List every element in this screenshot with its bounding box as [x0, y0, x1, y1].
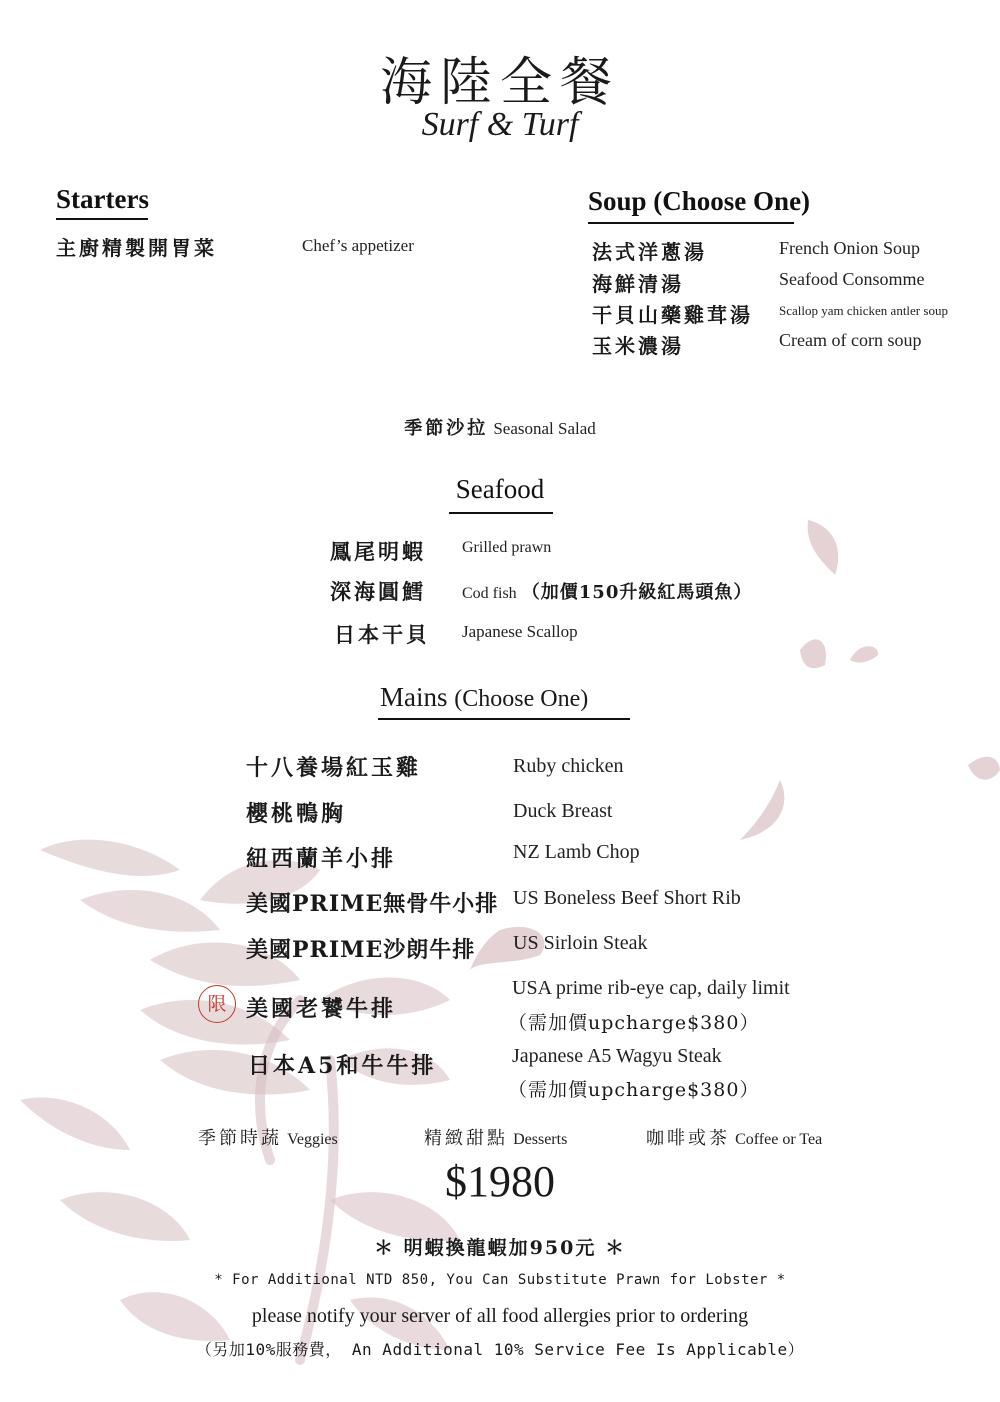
main-item-en: USA prime rib-eye cap, daily limit [512, 977, 790, 999]
main-item-en: NZ Lamb Chop [513, 841, 640, 863]
seafood-item-zh: 鳳尾明蝦 [330, 539, 426, 564]
limited-badge: 限 [198, 985, 236, 1023]
soup-underline [588, 222, 794, 224]
main-item-note: （需加價upcharge$380） [508, 1079, 760, 1101]
main-item-zh: 日本A5和牛牛排 [248, 1053, 437, 1079]
seafood-item-zh: 日本干貝 [334, 622, 430, 647]
extra-zh: 咖啡或茶 [646, 1128, 730, 1149]
soup-item-zh: 海鮮清湯 [592, 272, 684, 296]
extra-en: Veggies [287, 1131, 338, 1148]
service-fee-notice: （另加10%服務費， An Additional 10% Service Fee Is Applicable） [195, 1340, 805, 1359]
extra-desserts [424, 1124, 567, 1150]
main-item-en: Japanese A5 Wagyu Steak [512, 1045, 722, 1067]
extra-en: Desserts [513, 1131, 568, 1148]
extra-veggies [198, 1124, 338, 1150]
main-item-en: Duck Breast [513, 800, 613, 822]
main-item-note: （需加價upcharge$380） [508, 1012, 760, 1034]
seafood-item-zh: 深海圓鱈 [330, 579, 426, 604]
soup-item-zh: 法式洋蔥湯 [592, 240, 707, 264]
price: $1980 [445, 1157, 555, 1206]
seafood-item-en: Cod fish [462, 585, 517, 602]
soup-item-en: Seafood Consomme [779, 269, 925, 289]
main-item-zh: 紐西蘭羊小排 [246, 846, 397, 872]
extra-coffee-tea [646, 1124, 822, 1150]
seafood-item-note: （加價150升級紅馬頭魚） [521, 582, 753, 603]
main-item-zh: 十八養場紅玉雞 [246, 755, 422, 781]
seafood-underline [449, 512, 553, 514]
soup-item-zh: 玉米濃湯 [592, 334, 684, 358]
main-item-en: US Boneless Beef Short Rib [513, 887, 741, 909]
starter-item-en: Chef’s appetizer [302, 236, 414, 255]
seafood-item-cod-line [462, 578, 752, 604]
menu-title-zh: 海陸全餐 [379, 53, 620, 113]
soup-item-en: Cream of corn soup [779, 330, 922, 350]
main-item-zh: 美國PRIME沙朗牛排 [246, 937, 476, 963]
extra-zh: 精緻甜點 [424, 1128, 508, 1149]
seafood-item-en: Japanese Scallop [462, 622, 578, 641]
soup-item-zh: 干貝山藥雞茸湯 [592, 303, 753, 327]
soup-item-en: French Onion Soup [779, 238, 920, 258]
soup-heading: Soup (Choose One) [588, 186, 811, 216]
salad-line [0, 414, 1000, 440]
lobster-upgrade-en: * For Additional NTD 850, You Can Substitute Prawn for Lobster * [214, 1272, 786, 1288]
salad-en: Seasonal Salad [493, 419, 596, 438]
menu-title-en: Surf & Turf [421, 106, 579, 143]
salad-zh: 季節沙拉 [404, 418, 489, 439]
mains-underline [378, 718, 630, 720]
mains-heading-suffix: (Choose One) [454, 686, 589, 712]
mains-heading-line [380, 682, 588, 713]
extra-en: Coffee or Tea [735, 1131, 823, 1148]
main-item-zh: 櫻桃鴨胸 [246, 801, 347, 827]
soup-item-en: Scallop yam chicken antler soup [779, 303, 948, 318]
starters-heading: Starters [56, 184, 149, 214]
extra-zh: 季節時蔬 [198, 1128, 282, 1149]
main-item-zh: 美國老饕牛排 [246, 996, 397, 1022]
main-item-en: US Sirloin Steak [513, 932, 648, 954]
starter-item-zh: 主廚精製開胃菜 [56, 236, 217, 260]
main-item-zh: 美國PRIME無骨牛小排 [246, 891, 499, 917]
main-item-en: Ruby chicken [513, 755, 624, 777]
starters-underline [56, 218, 148, 220]
seafood-item-en: Grilled prawn [462, 539, 552, 556]
allergy-notice: please notify your server of all food allergies prior to ordering [251, 1305, 749, 1327]
mains-heading: Mains [380, 682, 448, 712]
lobster-upgrade-zh: ＊ 明蝦換龍蝦加950元 ＊ [374, 1237, 626, 1259]
seafood-heading: Seafood [455, 474, 545, 504]
